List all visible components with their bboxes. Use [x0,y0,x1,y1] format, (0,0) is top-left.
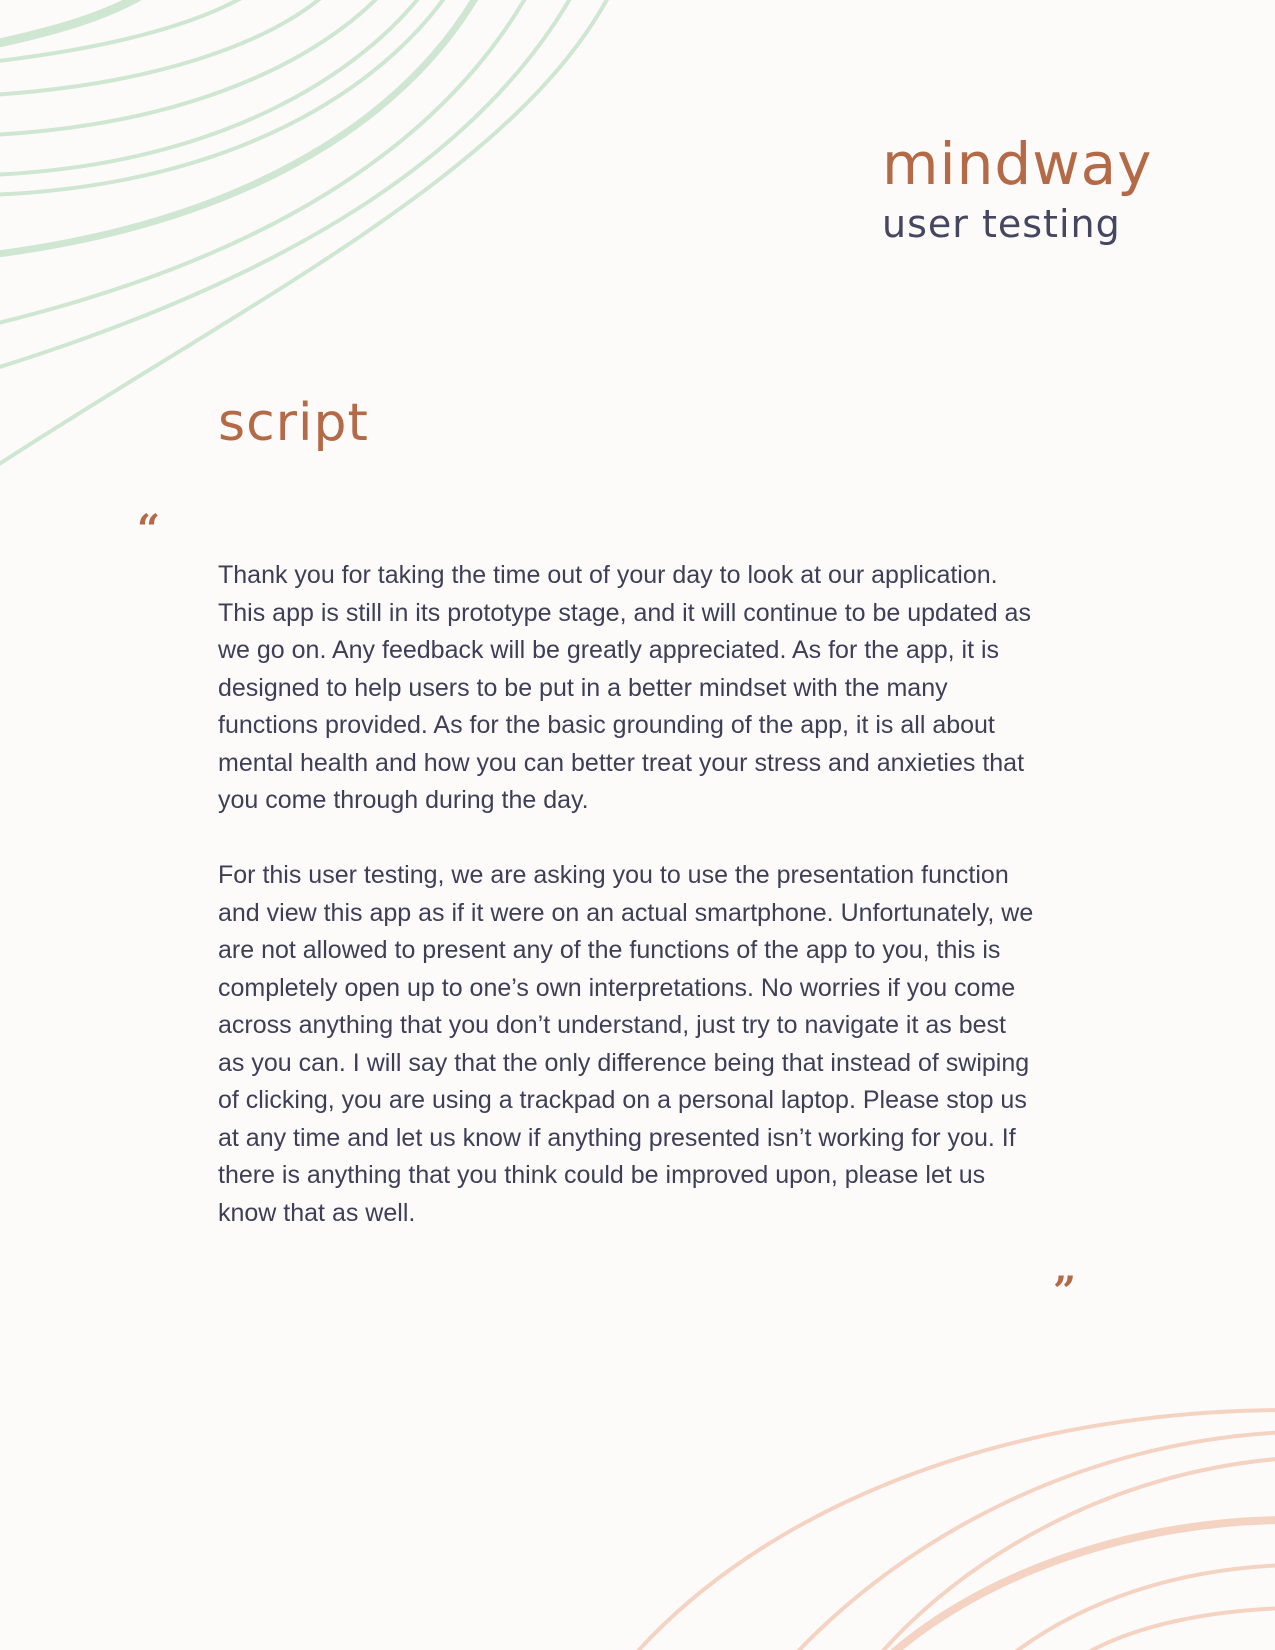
bottom-right-peach-lines [630,1410,1275,1650]
open-quote-mark: “ [137,506,161,553]
script-text [218,557,1038,1232]
close-quote-mark: ” [1053,1268,1077,1315]
script-paragraph-2: For this user testing, we are asking you to use the presentation function and view this app as if it were on an actual smartphone. Unfortunately, we are not allowed to present any of the functions of the app to you, this is completely open up to one’s own interpretations. No worries if you come across anything that you don’t understand, just try to navigate it as best as you can. I will say that the only difference being that instead of swiping of clicking, you are using a trackpad on a personal laptop. Please stop us at any time and let us know if anything presented isn’t working for you. If there is anything that you think could be improved upon, please let us know that as well. [218,861,1034,1227]
brand-subtitle: user testing [882,202,1121,246]
section-title: script [218,393,369,453]
script-paragraph-1: Thank you for taking the time out of your day to look at our application. This app is still in its prototype stage, and it will continue to be updated as we go on. Any feedback will be greatly appreciated. As for the app, it is designed to help users to be put in a better mindset with the many functions provided. As for the basic grounding of the app, it is all about mental health and how you can better treat your stress and anxieties that you come through during the day. [218,561,1031,814]
brand-name: mindway [882,130,1153,198]
brand-block [882,128,1212,248]
